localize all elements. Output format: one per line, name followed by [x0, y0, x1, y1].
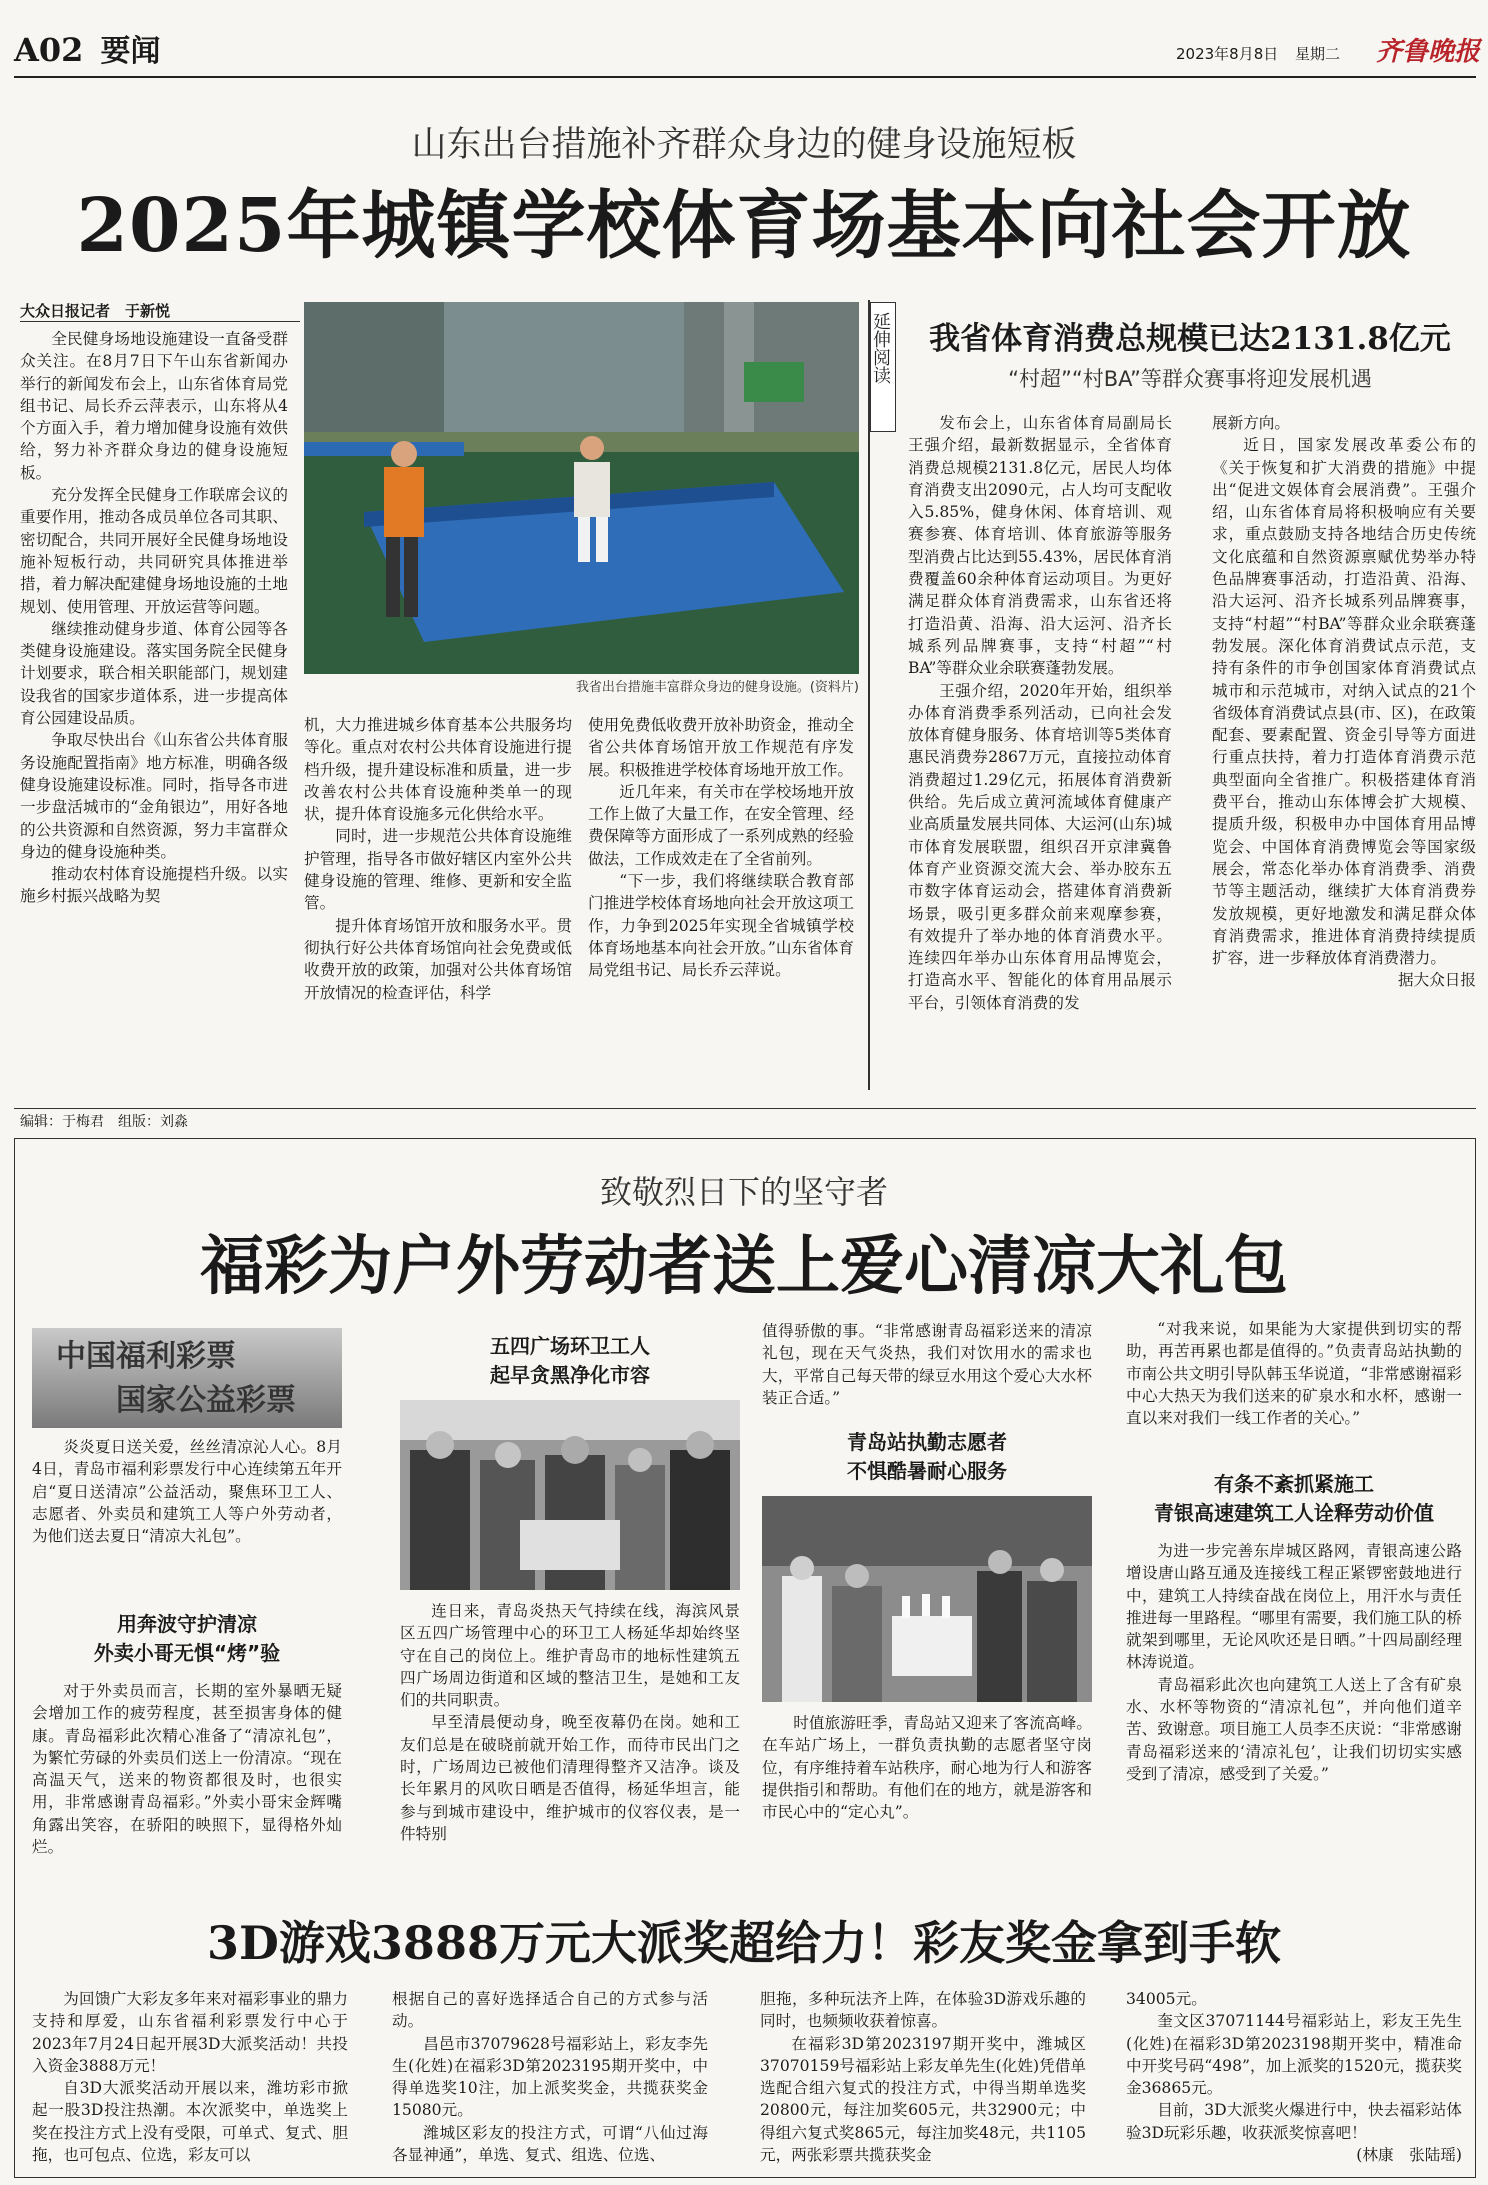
paragraph: 潍城区彩友的投注方式，可谓“八仙过海各显神通”，单选、复式、组选、位选、 — [392, 2123, 708, 2165]
story2-column-1 — [908, 412, 1172, 1088]
ad-column-4-top — [1126, 1318, 1462, 1458]
paragraph: 昌邑市37079628号福彩站上，彩友李先生(化姓)在福彩3D第2023195期开奖中，中得单选奖10注，加上派奖奖金，共揽获奖金15080元。 — [392, 2034, 708, 2120]
paragraph: 时值旅游旺季，青岛站又迎来了客流高峰。在车站广场上，一群负责执勤的志愿者坚守岗位，有序维持着车站秩序，耐心地为行人和游客提供指引和帮助。有他们在的地方，就是游客和市民心中的“定心丸”。 — [762, 1714, 1092, 1822]
paragraph: 展新方向。 — [1212, 414, 1290, 432]
paragraph: 为进一步完善东岸城区路网，青银高速公路增设唐山路互通及连接线工程正紧锣密鼓地进行中，建筑工人持续奋战在岗位上，用汗水与责任推进每一里路程。“哪里有需要，我们施工队的桥就架到哪里，无论风吹还是日晒。”十四局副经理林涛说道。 — [1126, 1542, 1462, 1672]
welfare-lottery-logo — [32, 1328, 342, 1428]
page-no: A02 — [14, 31, 84, 69]
page-number — [14, 30, 174, 70]
paragraph: 争取尽快出台《山东省公共体育服务设施配置指南》地方标准，明确各级健身设施建设标准。同时，指导各市进一步盘活城市的“金角银边”，用好各地的公共资源和自然资源，努力丰富群众身边的健身设施种类。 — [20, 731, 288, 861]
story1-column-1 — [20, 328, 288, 1088]
title-line: 起早贪黑净化市容 — [490, 1363, 650, 1387]
paragraph: 提升体育场馆开放和服务水平。贯彻执行好公共体育场馆向社会免费或低收费开放的政策，加强对公共体育场馆开放情况的检查评估，科学 — [304, 916, 572, 1002]
story1-column-3 — [588, 714, 854, 1086]
story4-column-1 — [32, 1988, 348, 2168]
paragraph: 继续推动健身步道、体育公园等各类健身设施建设。落实国务院全民健身计划要求，联合相关职能部门，规划建设我省的国家步道体系，进一步提高体育公园建设品质。 — [20, 619, 288, 728]
paragraph: 早至清晨便动身，晚至夜幕仍在岗。她和工友们总是在破晓前就开始工作，而待市民出门之时，广场周边已被他们清理得整齐又洁净。谈及长年累月的风吹日晒是否值得，杨延华坦言，能参与到城市建设中，维护城市的仪容仪表，是一件特别 — [400, 1713, 740, 1843]
ad-section-4-text — [1126, 1540, 1462, 1890]
volunteers-photo — [762, 1496, 1092, 1702]
story1-byline: 大众日报记者 于新悦 — [20, 300, 300, 322]
ad-section-3-text — [762, 1712, 1092, 1892]
paragraph: “对我来说，如果能为大家提供到切实的帮助，再苦再累也都是值得的。”负责青岛站执勤的市南公共文明引导队韩玉华说道，“非常感谢福彩中心大热天为我们送来的矿泉水和水杯，感谢一直以来对我们一线工作者的关心。” — [1126, 1320, 1462, 1428]
editor-rule — [14, 1108, 1476, 1109]
paragraph: 自3D大派奖活动开展以来，潍坊彩市掀起一股3D投注热潮。本次派奖中，单选奖上奖在投注方式上没有受限，可单式、复式、胆拖，也可包点、位选，彩友可以 — [32, 2079, 348, 2165]
paragraph: 根据自己的喜好选择适合自己的方式参与活动。 — [392, 1990, 708, 2031]
weekday: 星期二 — [1295, 45, 1341, 63]
paragraph: 青岛福彩此次也向建筑工人送上了含有矿泉水、水杯等物资的“清凉礼包”，并向他们道辛苦、致谢意。项目施工人员李丕庆说：“非常感谢青岛福彩送来的‘清凉礼包’，让我们切切实实感受到了清凉，感受到了关爱。” — [1126, 1675, 1462, 1783]
story2-column-2 — [1212, 412, 1476, 1088]
story2-subhead: “村超”“村BA”等群众赛事将迎发展机遇 — [1008, 367, 1372, 391]
ad-section-2-title — [400, 1332, 740, 1392]
paragraph: 使用免费低收费开放补助资金，推动全省公共体育场馆开放工作规范有序发展。积极推进学校体育场地开放工作。 — [588, 716, 854, 779]
ad-section-2-text — [400, 1600, 740, 1890]
paragraph: 目前，3D大派奖火爆进行中，快去福彩站体验3D玩彩乐趣，收获派奖惊喜吧！ — [1126, 2101, 1462, 2142]
title-line: 青银高速建筑工人诠释劳动价值 — [1154, 1501, 1434, 1525]
ad-column-3-top — [762, 1320, 1092, 1416]
editors-credit: 编辑：于梅君 组版：刘淼 — [20, 1114, 188, 1130]
story1-column-2 — [304, 714, 572, 1086]
paragraph: 近几年来，有关市在学校场地开放工作上做了大量工作，在安全管理、经费保障等方面形成了一系列成熟的经验做法，工作成效走在了全省前列。 — [588, 782, 854, 868]
story4-column-2 — [392, 1988, 708, 2168]
paragraph: 胆拖，多种玩法齐上阵，在体验3D游戏乐趣的同时，也频频收获着惊喜。 — [760, 1990, 1086, 2031]
story1-kicker: 山东出台措施补齐群众身边的健身设施短板 — [411, 125, 1077, 165]
story4-column-3 — [760, 1988, 1086, 2168]
photo-illustration — [304, 302, 859, 674]
title-line: 不惧酷暑耐心服务 — [847, 1459, 1007, 1483]
paragraph: “下一步，我们将继续联合教育部门推进学校体育场地向社会开放这项工作，力争到2025年实现全省城镇学校体育场地基本向社会开放。”山东省体育局党组书记、局长乔云萍说。 — [588, 872, 854, 980]
paragraph: 王强介绍，2020年开始，组织举办体育消费季系列活动，已向社会发放体育健身服务、体育培训等5类体育惠民消费券2867万元，直接拉动体育消费超过1.29亿元，拓展体育消费新供给。先后成立黄河流域体育健康产业高质量发展共同体、大运河(山东)城市体育发展联盟，组织召开京津冀鲁体育产业资源交流大会、举办胶东五市数字体育运动会，搭建体育消费新场景，吸引更多群众前来观摩参赛，有效提升了举办地的体育消费水平。连续四年举办山东体育用品博览会，打造高水平、智能化的体育用品展示平台，引领体育消费的发 — [908, 681, 1172, 1012]
ad-headline: 福彩为户外劳动者送上爱心清凉大礼包 — [200, 1229, 1288, 1304]
title-line: 青岛站执勤志愿者 — [847, 1430, 1007, 1454]
photo-caption: 我省出台措施丰富群众身边的健身设施。(资料片) — [575, 680, 859, 695]
paragraph: 连日来，青岛炎热天气持续在线，海滨风景区五四广场管理中心的环卫工人杨延华却始终坚守在自己的岗位上。维护青岛市的地标性建筑五四广场周边街道和区域的整洁卫生，是她和工友们的共同职责。 — [400, 1602, 740, 1710]
title-line: 五四广场环卫工人 — [490, 1334, 650, 1358]
paragraph: 全民健身场地设施建设一直备受群众关注。在8月7日下午山东省新闻办举行的新闻发布会上，山东省体育局党组书记、局长乔云萍表示，山东将从4个方面入手，着力增加健身设施有效供给，努力补齐群众身边的健身设施短板。 — [20, 330, 288, 482]
header-rule — [14, 76, 1476, 78]
source: 据大众日报 — [1398, 971, 1476, 990]
paragraph: 推动农村体育设施提档升级。以实施乡村振兴战略为契 — [20, 865, 288, 906]
header-date — [1176, 42, 1366, 66]
story4-column-4 — [1126, 1988, 1462, 2168]
paragraph: 发布会上，山东省体育局副局长王强介绍，最新数据显示，全省体育消费总规模2131.8亿元，居民人均体育消费支出2090元，占人均可支配收入5.85%，健身休闲、体育培训、观赛参赛、体育培训、体育旅游等服务型消费占比达到55.43%，居民体育消费覆盖60余种体育运动项目。为更好满足群众体育消费需求，山东省还将打造沿黄、沿海、沿大运河、沿齐长城系列品牌赛事，支持“村超”“村BA”等群众业余联赛蓬勃发展。 — [908, 414, 1172, 678]
paper-logo: 齐鲁晚报 — [1376, 37, 1481, 67]
paragraph: 充分发挥全民健身工作联席会议的重要作用，推动各成员单位各司其职、密切配合，共同开展好全民健身场地设施补短板行动，共同研究具体推进举措，着力解决配建健身场地设施的土地规划、使用管理、开放运营等问题。 — [20, 486, 288, 616]
ad-section-1-text — [32, 1680, 342, 1890]
logo-line-2: 国家公益彩票 — [116, 1383, 296, 1418]
sanitation-workers-photo — [400, 1400, 740, 1590]
ad-section-1-title — [32, 1610, 342, 1670]
title-line: 有条不紊抓紧施工 — [1214, 1472, 1374, 1496]
photo-illustration — [400, 1400, 740, 1590]
paragraph: 在福彩3D第2023197期开奖中，潍城区37070159号福彩站上彩友单先生(化姓)凭借单选配合组六复式的投注方式，中得当期单选奖20800元，每注加奖605元，共32900元；中得组六复式奖865元，每注加奖48元，共1105元，两张彩票共揽获奖金 — [760, 2034, 1086, 2165]
paragraph: 炎炎夏日送关爱，丝丝清凉沁人心。8月4日，青岛市福利彩票发行中心连续第五年开启“夏日送清凉”公益活动，聚焦环卫工人、志愿者、外卖员和建筑工人等户外劳动者，为他们送去夏日“清凉大礼包”。 — [32, 1438, 342, 1546]
ad-intro — [32, 1436, 342, 1606]
paragraph: 奎文区37071144号福彩站上，彩友王先生(化姓)在福彩3D第2023198期开奖中，精准命中开奖号码“498”，加上派奖的1520元，揽获奖金36865元。 — [1126, 2012, 1462, 2098]
extended-reading-text: 延伸阅读 — [870, 312, 891, 384]
ad-section-4-title — [1126, 1470, 1462, 1530]
author: (林康 张陆瑶) — [1356, 2146, 1462, 2165]
paragraph: 为回馈广大彩友多年来对福彩事业的鼎力支持和厚爱，山东省福利彩票发行中心于2023年7月24日起开展3D大派奖活动！共投入资金3888万元！ — [32, 1990, 348, 2075]
paragraph: 值得骄傲的事。“非常感谢青岛福彩送来的清凉礼包，现在天气炎热，我们对饮用水的需求也大，平常自己每天带的绿豆水用这个爱心大水杯装正合适。” — [762, 1322, 1092, 1407]
ad-kicker: 致敬烈日下的坚守者 — [599, 1173, 888, 1211]
paragraph: 近日，国家发展改革委公布的《关于恢复和扩大消费的措施》中提出“促进文娱体育会展消费”。王强介绍，山东省体育局将积极响应有关要求，重点鼓励支持各地结合历史传统文化底蕴和自然资源禀赋优势举办特色品牌赛事活动，打造沿黄、沿海、沿大运河、沿齐长城系列品牌赛事，支持“村超”“村BA”等群众业余联赛蓬勃发展。深化体育消费试点示范，支持有条件的市争创国家体育消费试点城市和示范城市，对纳入试点的21个省级体育消费试点县(市、区)，在政策配套、要素配置、资金引导等方面进行重点扶持，着力打造体育消费示范典型面向全省推广。积极搭建体育消费平台，推动山东体博会扩大规模、提质升级，积极申办中国体育用品博览会、中国体育消费博览会等国家级展会，常态化举办体育消费季、消费节等主题活动，继续扩大体育消费券发放规模，更好地激发和满足群众体育消费需求，推进体育消费持续提质扩容，进一步释放体育消费潜力。 — [1212, 436, 1476, 968]
story1-headline: 2025年城镇学校体育场基本向社会开放 — [76, 183, 1412, 269]
story2-headline: 我省体育消费总规模已达2131.8亿元 — [929, 321, 1451, 357]
section-name: 要闻 — [100, 34, 161, 69]
story4-headline: 3D游戏3888万元大派奖超给力！彩友奖金拿到手软 — [207, 1916, 1281, 1970]
logo-line-1: 中国福利彩票 — [56, 1339, 236, 1374]
paragraph: 34005元。 — [1126, 1990, 1207, 2008]
paragraph: 机，大力推进城乡体育基本公共服务均等化。重点对农村公共体育设施进行提档升级，提升建设标准和质量，进一步改善农村公共体育设施种类单一的现状，提升体育设施多元化供给水平。 — [304, 716, 572, 824]
paragraph: 同时，进一步规范公共体育设施维护管理，指导各市做好辖区内室外公共健身设施的管理、维修、更新和安全监管。 — [304, 827, 572, 913]
title-line: 用奔波守护清凉 — [117, 1612, 257, 1636]
paragraph: 对于外卖员而言，长期的室外暴晒无疑会增加工作的疲劳程度，甚至损害身体的健康。青岛福彩此次精心准备了“清凉礼包”，为繁忙劳碌的外卖员们送上一份清凉。“现在高温天气，送来的物资都很及时，也很实用，非常感谢青岛福彩。”外卖小哥宋金辉嘴角露出笑容，在骄阳的映照下，显得格外灿烂。 — [32, 1682, 342, 1857]
date: 2023年8月8日 — [1176, 45, 1279, 63]
ping-pong-photo — [304, 302, 859, 674]
ad-section-3-title — [762, 1428, 1092, 1488]
photo-illustration — [762, 1496, 1092, 1702]
title-line: 外卖小哥无惧“烤”验 — [93, 1641, 281, 1665]
